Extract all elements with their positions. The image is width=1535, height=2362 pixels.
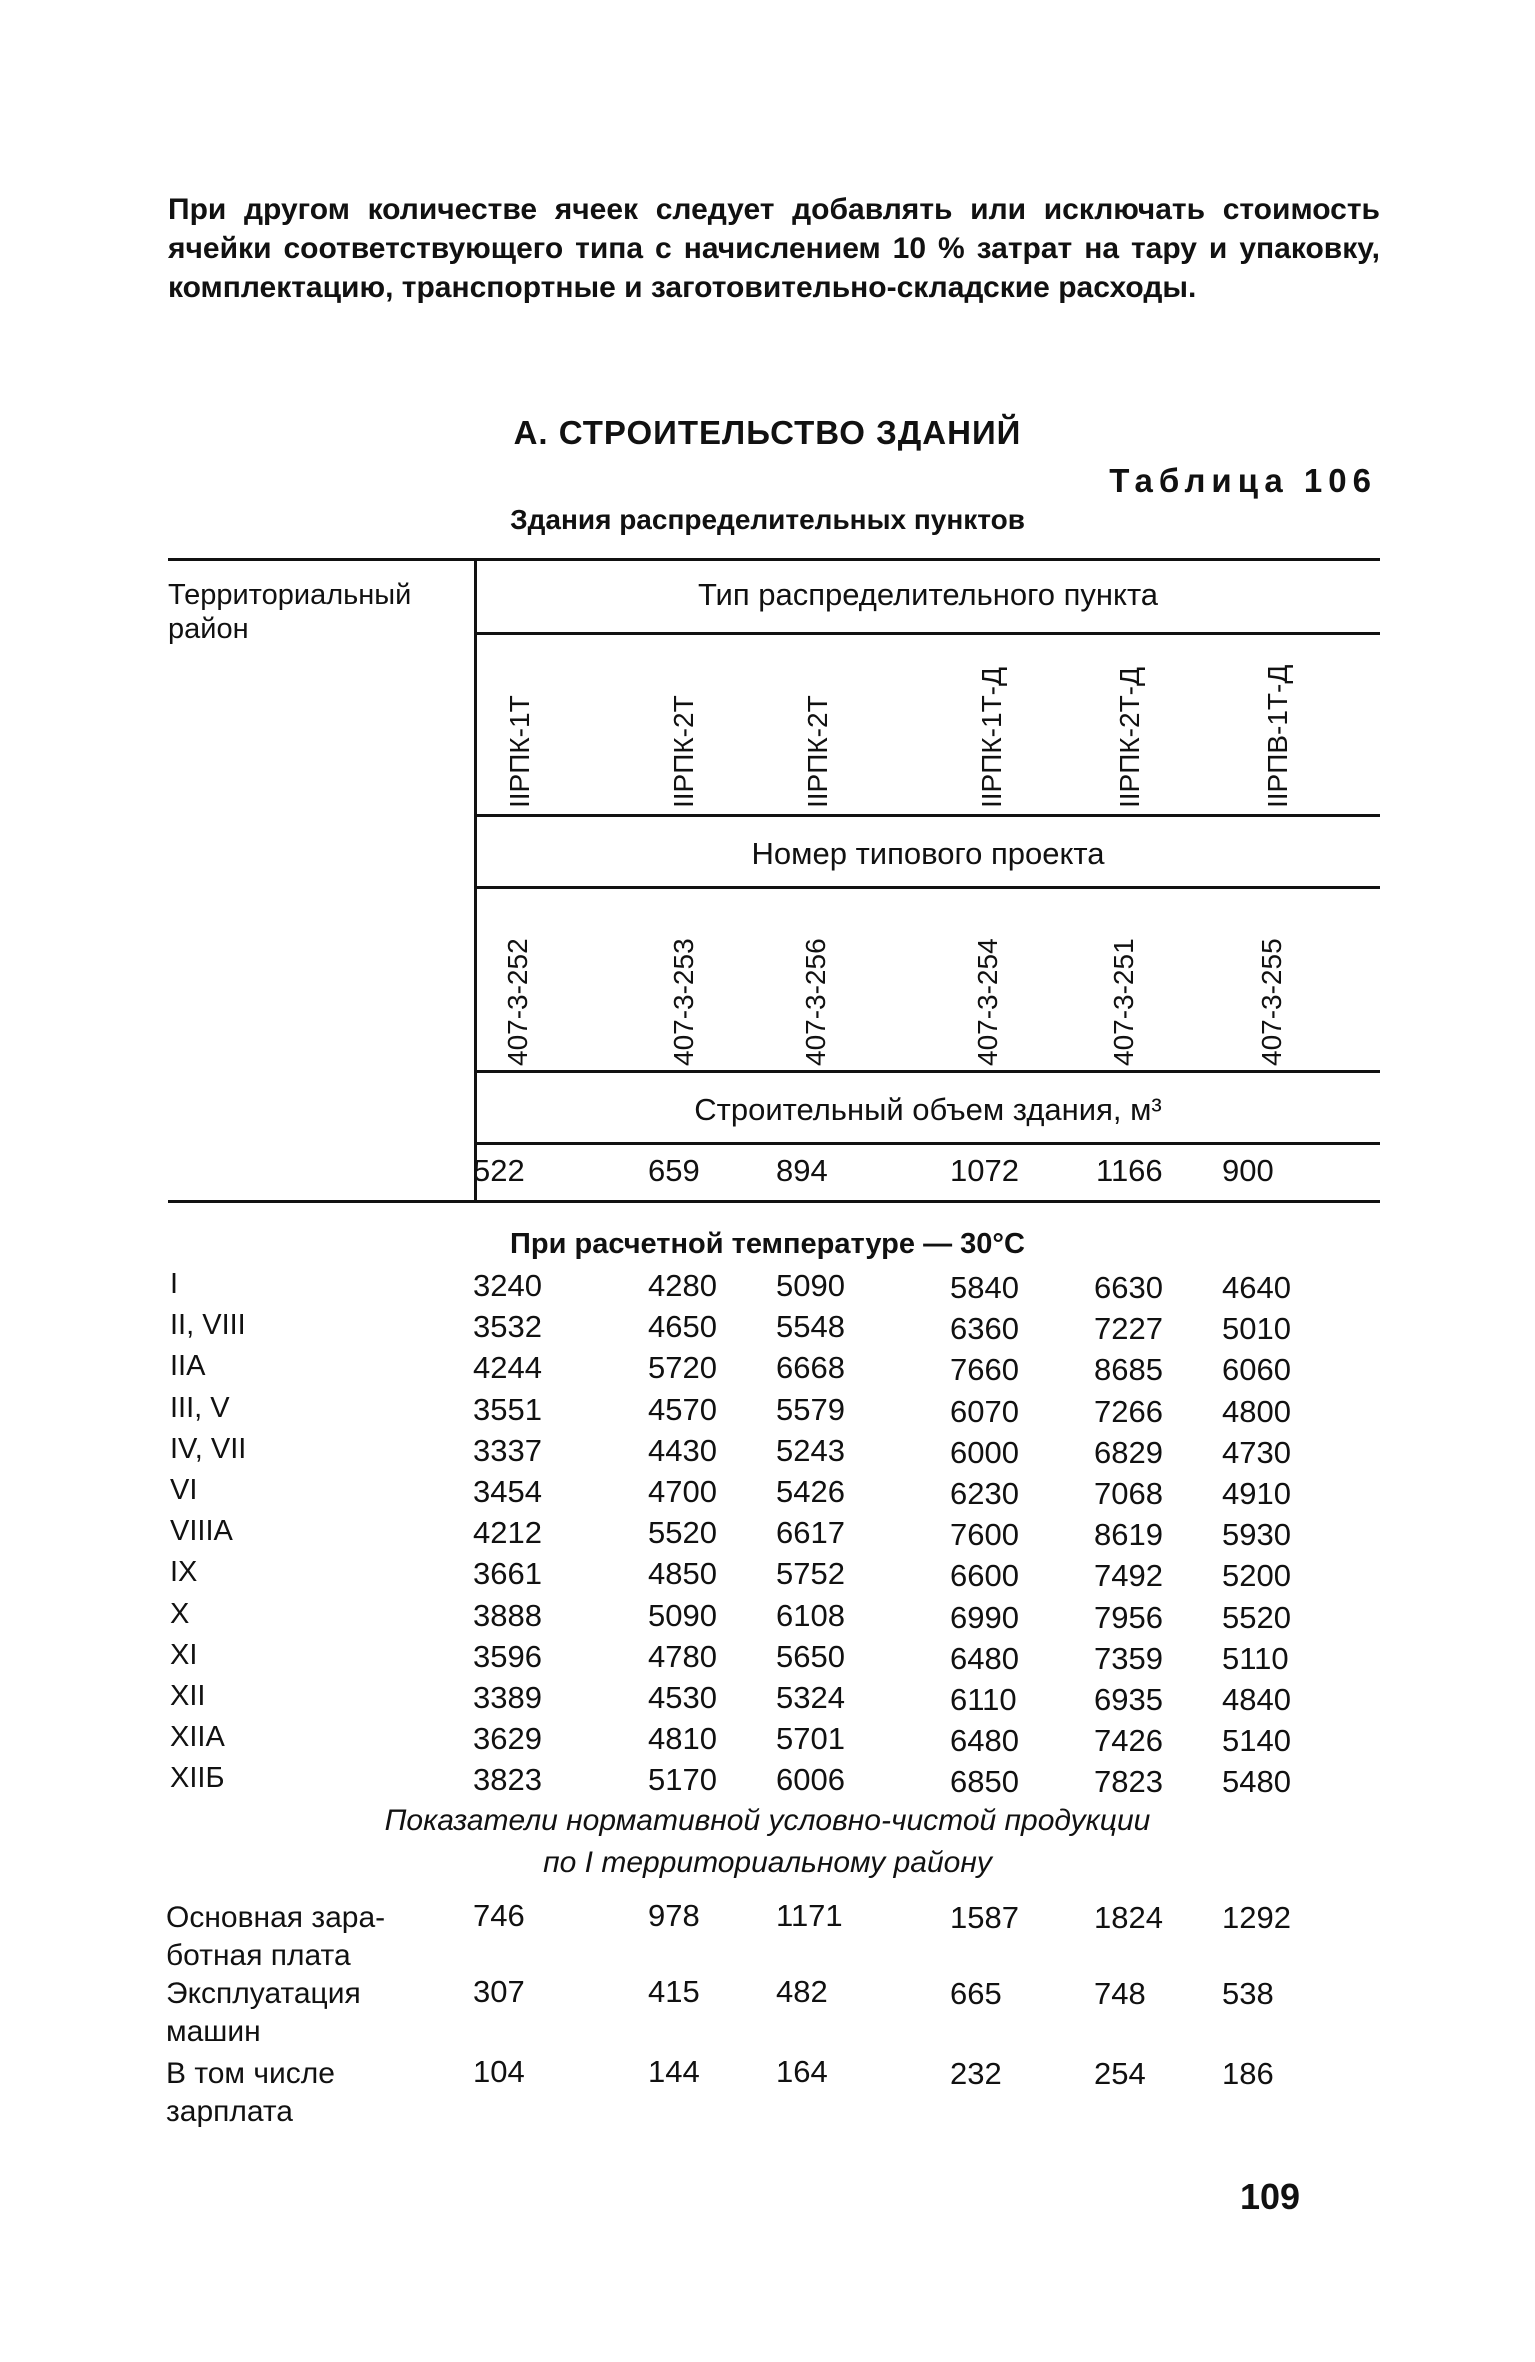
cell-value: 4570 (648, 1391, 717, 1427)
cell-value: 5110 (1222, 1640, 1289, 1676)
indicator-value: 1587 (950, 1900, 1019, 1935)
cell-value: 7600 (950, 1517, 1019, 1553)
row-header-text: Территориальный район (168, 579, 412, 645)
cell-value: 3551 (473, 1391, 542, 1427)
cell-value: 6070 (950, 1393, 1019, 1429)
indicators-note-line-1: Показатели нормативной условно-чистой продукции (384, 1804, 1151, 1837)
cell-value: 7227 (1094, 1311, 1163, 1347)
cell-value: 6480 (950, 1640, 1019, 1676)
indicator-value: 1824 (1094, 1900, 1163, 1935)
indicator-label-line-1: В том числе (166, 2057, 335, 2090)
cell-value: 6829 (1094, 1434, 1163, 1470)
indicator-value: 1171 (776, 1898, 843, 1933)
cell-value: 4910 (1222, 1476, 1291, 1511)
cell-value: 3337 (473, 1432, 542, 1468)
cell-value: 7266 (1094, 1393, 1163, 1429)
indicator-value: 746 (473, 1898, 525, 1933)
temperature-header: При расчетной температуре — 30°С (510, 1228, 1025, 1260)
cell-value: 3596 (473, 1638, 542, 1674)
table-row (0, 1433, 1535, 1474)
type-label: IIРПК-2Т (668, 695, 699, 808)
cell-value: 7359 (1094, 1640, 1163, 1676)
table-row (0, 1556, 1535, 1597)
indicator-value: 482 (776, 1974, 828, 2009)
table-row (0, 1598, 1535, 1639)
cell-value: 5520 (1222, 1599, 1291, 1635)
cell-value: 6000 (950, 1434, 1019, 1470)
type-label: IIРПК-2Т-Д (1114, 667, 1145, 808)
region-label: XIIA (170, 1721, 225, 1754)
cell-value: 3629 (473, 1721, 542, 1757)
cell-value: 6935 (1094, 1682, 1163, 1717)
volume-value: 1072 (950, 1153, 1019, 1188)
type-label: IIРПК-1Т-Д (976, 667, 1007, 808)
table-row (0, 1721, 1535, 1762)
cell-value: 5720 (648, 1350, 717, 1386)
indicator-value: 978 (648, 1898, 700, 1933)
table-label: Таблица 106 (1109, 462, 1377, 499)
cell-value: 5170 (648, 1762, 717, 1798)
cell-value: 4780 (648, 1638, 717, 1674)
cell-value: 6060 (1222, 1352, 1291, 1388)
table-row (0, 1762, 1535, 1803)
cell-value: 4244 (473, 1350, 542, 1386)
cell-value: 6990 (950, 1599, 1019, 1635)
cell-value: 3532 (473, 1309, 542, 1345)
project-header: Номер типового проекта (751, 836, 1105, 871)
cell-value: 3389 (473, 1680, 542, 1715)
cell-value: 4280 (648, 1268, 717, 1303)
cell-value: 5650 (776, 1638, 845, 1674)
page-number: 109 (1240, 2176, 1301, 2217)
region-label: II, VIII (170, 1309, 246, 1342)
types-bottom-rule (476, 814, 1380, 817)
cell-value: 5579 (776, 1391, 845, 1427)
indicators-note-line-2: по I территориальному району (543, 1846, 992, 1879)
region-label: XI (170, 1638, 198, 1671)
projects-bottom-rule (476, 1070, 1380, 1073)
cell-value: 6600 (950, 1558, 1019, 1594)
indicator-value: 164 (776, 2054, 828, 2089)
table-row (0, 1474, 1535, 1515)
project-label: 407-3-253 (668, 938, 699, 1066)
cell-value: 5426 (776, 1474, 845, 1509)
cell-value: 6480 (950, 1723, 1019, 1759)
indicator-label-line-1: Эксплуатация (166, 1977, 361, 2010)
indicator-value: 186 (1222, 2056, 1274, 2091)
cell-value: 7823 (1094, 1764, 1163, 1800)
cell-value: 4212 (473, 1515, 542, 1551)
cell-value: 4840 (1222, 1682, 1291, 1717)
type-label: IIРПК-2Т (802, 695, 833, 808)
volume-value: 659 (648, 1153, 700, 1188)
cell-value: 4730 (1222, 1434, 1291, 1470)
type-rule (476, 632, 1380, 635)
cell-value: 7660 (950, 1352, 1019, 1388)
cell-value: 5840 (950, 1270, 1019, 1305)
volume-value: 894 (776, 1153, 828, 1188)
cell-value: 4700 (648, 1474, 717, 1509)
indicator-value: 538 (1222, 1976, 1274, 2011)
indicator-value: 415 (648, 1974, 700, 2009)
region-label: I (170, 1268, 179, 1300)
cell-value: 5200 (1222, 1558, 1291, 1594)
region-label: VIIIA (170, 1515, 233, 1548)
cell-value: 4800 (1222, 1393, 1291, 1429)
cell-value: 3888 (473, 1597, 542, 1633)
cell-value: 3661 (473, 1556, 542, 1592)
indicator-value: 748 (1094, 1976, 1146, 2011)
indicator-label-line-2: ботная плата (166, 1939, 351, 1972)
type-label: IIРПВ-1Т-Д (1262, 664, 1293, 808)
cell-value: 4640 (1222, 1270, 1291, 1305)
cell-value: 3454 (473, 1474, 542, 1509)
region-label: IIA (170, 1350, 206, 1383)
indicator-value: 1292 (1222, 1900, 1291, 1935)
cell-value: 4850 (648, 1556, 717, 1592)
cell-value: 4430 (648, 1432, 717, 1468)
cell-value: 6617 (776, 1515, 845, 1551)
indicator-value: 665 (950, 1976, 1002, 2011)
table-row (0, 1515, 1535, 1556)
cell-value: 7068 (1094, 1476, 1163, 1511)
table-row (0, 1639, 1535, 1680)
project-label: 407-3-252 (502, 938, 533, 1066)
table-row (0, 1392, 1535, 1433)
cell-value: 4650 (648, 1309, 717, 1345)
cell-value: 4530 (648, 1680, 717, 1715)
cell-value: 6630 (1094, 1270, 1163, 1305)
indicator-value: 232 (950, 2056, 1002, 2091)
cell-value: 6668 (776, 1350, 845, 1386)
cell-value: 5090 (648, 1597, 717, 1633)
cell-value: 5324 (776, 1680, 845, 1715)
project-label: 407-3-256 (800, 938, 831, 1066)
section-title: А. СТРОИТЕЛЬСТВО ЗДАНИЙ (513, 414, 1022, 451)
cell-value: 6110 (950, 1682, 1017, 1717)
cell-value: 6360 (950, 1311, 1019, 1347)
cell-value: 6006 (776, 1762, 845, 1798)
indicator-value: 144 (648, 2054, 700, 2089)
project-label: 407-3-255 (1256, 938, 1287, 1066)
table-row (0, 1680, 1535, 1721)
cell-value: 7426 (1094, 1723, 1163, 1759)
indicator-value: 307 (473, 1974, 525, 2009)
cell-value: 5548 (776, 1309, 845, 1345)
cell-value: 3240 (473, 1268, 542, 1303)
indicator-label-line-2: машин (166, 2015, 261, 2048)
project-label: 407-3-254 (972, 938, 1003, 1066)
cell-value: 6230 (950, 1476, 1019, 1511)
indicator-value: 104 (473, 2054, 525, 2089)
cell-value: 5010 (1222, 1311, 1291, 1347)
cell-value: 6850 (950, 1764, 1019, 1800)
region-label: IV, VII (170, 1432, 247, 1465)
cell-value: 8685 (1094, 1352, 1163, 1388)
table-row (0, 1309, 1535, 1350)
project-rule (476, 886, 1380, 889)
row-header-territorial-region (168, 578, 412, 646)
table-header-bottom-rule (168, 1200, 1380, 1203)
cell-value: 6108 (776, 1597, 845, 1633)
cell-value: 5752 (776, 1556, 845, 1592)
indicator-value: 254 (1094, 2056, 1146, 2091)
indicator-label-line-2: зарплата (166, 2095, 293, 2128)
region-label: IX (170, 1556, 198, 1589)
volume-value: 1166 (1096, 1153, 1163, 1188)
cell-value: 5930 (1222, 1517, 1291, 1553)
cell-value: 7492 (1094, 1558, 1163, 1594)
cell-value: 5243 (776, 1432, 845, 1468)
region-label: X (170, 1597, 190, 1630)
table-top-rule (168, 558, 1380, 561)
region-label: XIIБ (170, 1762, 225, 1795)
type-label: IIРПК-1Т (504, 695, 535, 808)
volume-value: 522 (473, 1153, 525, 1188)
cell-value: 5701 (776, 1721, 845, 1757)
cell-value: 5520 (648, 1515, 717, 1551)
volume-rule (476, 1142, 1380, 1145)
indicator-label-line-1: Основная зара- (166, 1901, 386, 1934)
intro-paragraph: При другом количестве ячеек следует добавлять или исключать стоимость ячейки соответствующего типа с начислением 10 % затрат на тару и упаковку, комплектацию, транспортные и заготовительно-складские расходы. (168, 193, 1380, 304)
cell-value: 5140 (1222, 1723, 1291, 1759)
region-label: III, V (170, 1391, 230, 1424)
project-label: 407-3-251 (1108, 938, 1139, 1066)
cell-value: 5480 (1222, 1764, 1291, 1800)
cell-value: 4810 (648, 1721, 717, 1757)
volume-value: 900 (1222, 1153, 1274, 1188)
table-row (0, 1350, 1535, 1391)
table-caption: Здания распределительных пунктов (510, 504, 1025, 535)
region-label: VI (170, 1474, 198, 1506)
cell-value: 5090 (776, 1268, 845, 1303)
cell-value: 3823 (473, 1762, 542, 1798)
cell-value: 8619 (1094, 1517, 1163, 1553)
cell-value: 7956 (1094, 1599, 1163, 1635)
table-row (0, 1268, 1535, 1309)
volume-header: Строительный объем здания, м³ (694, 1092, 1162, 1127)
volume-row (0, 1153, 1535, 1194)
type-header: Тип распределительного пункта (697, 577, 1159, 612)
region-label: XII (170, 1680, 206, 1712)
